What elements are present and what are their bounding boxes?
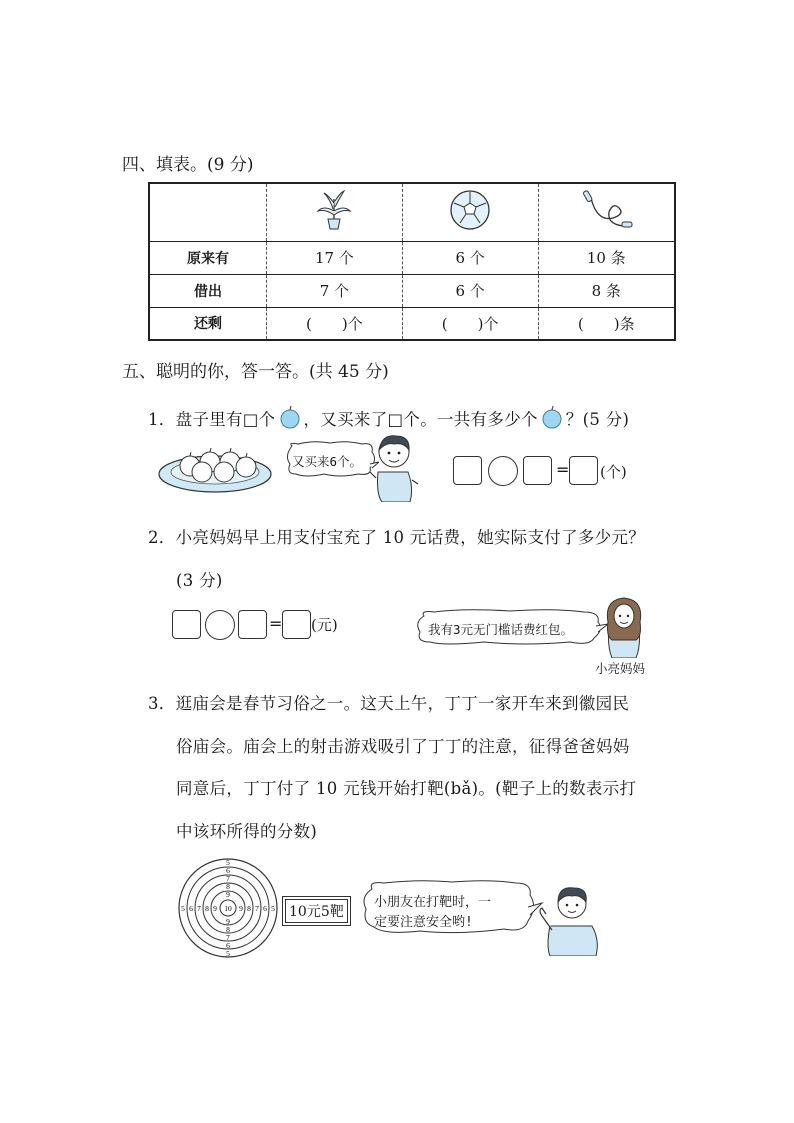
q2-answer-box-result[interactable] [282,610,311,639]
target-ring-label: 9 [239,904,243,913]
q2-text-line2: (3 分) [176,571,223,590]
q1-unit: (个) [600,463,627,481]
q2-speech-bubble [414,608,600,648]
section5-title: 五、聪明的你，答一答。(共 45 分) [122,362,389,382]
target-ring-label: 6 [226,866,230,875]
target-ring-label: 6 [189,904,193,913]
cell-original-ball: 6 个 [402,241,538,274]
target-ring-label: 5 [181,904,185,913]
target-ring-label: 10 [224,904,232,913]
shooting-target [177,857,279,963]
apple-icon [276,405,304,433]
q1-bubble-text: 又买来6个。 [292,454,363,469]
section4-title: 四、填表。(9 分) [122,155,254,175]
target-ring-label: 8 [205,904,209,913]
target-ring-label: 7 [226,874,230,883]
q3-speech-bubble [360,879,540,937]
row-label-original: 原来有 [149,241,267,274]
target-ring-label: 6 [226,941,230,950]
mother-caption: 小亮妈妈 [595,661,646,676]
target-ring-label: 5 [226,858,230,867]
boy-figure [368,432,420,506]
target-ring-label: 9 [213,904,217,913]
q3-text-line1: 3．逛庙会是春节习俗之一。这天上午，丁丁一家开车来到徽园民 [148,694,630,713]
q2-unit: (元) [311,616,338,634]
q1-answer-box-2[interactable] [523,456,552,485]
q3-bubble-line2: 定要注意安全哟! [374,915,473,930]
q2-bubble-text: 我有3元无门槛话费红包。 [428,622,574,637]
target-ring-label: 7 [255,904,259,913]
q3-text-line3: 同意后，丁丁付了 10 元钱开始打靶(bǎ)。(靶子上的数表示打 [176,779,637,798]
q2-answer-box-2[interactable] [238,610,267,639]
target-ring-label: 8 [247,904,251,913]
plant-icon [267,183,403,241]
q1-text-c: ？(5 分) [565,410,630,429]
q1-equals: = [556,460,570,479]
target-ring-label: 5 [271,904,275,913]
q2-answer-box-1[interactable] [172,610,201,639]
apple-icon [538,405,566,433]
target-ring-label: 9 [226,917,230,926]
cell-lent-rope: 8 条 [538,274,675,307]
q2-text-line1: 2．小亮妈妈早上用支付宝充了 10 元话费，她实际支付了多少元？ [148,528,646,547]
fill-table [148,182,676,341]
cell-original-plant: 17 个 [267,241,403,274]
q1-operator-circle[interactable] [488,456,518,486]
cell-remaining-rope[interactable]: ( )条 [538,307,675,340]
q1-text-a: 1．盘子里有□个 [148,410,276,429]
table-corner [149,183,267,241]
q1-speech-bubble [284,440,376,480]
q2-equals: = [269,614,283,633]
cell-original-rope: 10 条 [538,241,675,274]
target-ring-label: 7 [226,933,230,942]
cell-lent-ball: 6 个 [402,274,538,307]
man-figure [534,880,604,960]
q3-bubble-line1: 小朋友在打靶时，一 [374,895,492,910]
q1-answer-box-1[interactable] [453,456,482,485]
q3-text-line2: 俗庙会。庙会上的射击游戏吸引了丁丁的注意，征得爸爸妈妈 [176,737,630,756]
row-label-remaining: 还剩 [149,307,267,340]
target-ring-label: 7 [197,904,201,913]
soccer-ball-icon [402,183,538,241]
q1-text-b: ，又买来了□个。一共有多少个 [303,410,538,429]
target-ring-label: 8 [226,925,230,934]
q1-text [148,405,629,433]
jump-rope-icon [538,183,675,241]
row-label-lent: 借出 [149,274,267,307]
target-ring-label: 5 [226,949,230,958]
plate-of-apples [156,438,274,504]
mother-figure [600,596,648,662]
cell-remaining-ball[interactable]: ( )个 [402,307,538,340]
q1-answer-box-result[interactable] [569,456,598,485]
price-sign: 10元5靶 [285,899,348,923]
target-ring-label: 9 [226,890,230,899]
q3-text-line4: 中该环所得的分数) [176,822,318,841]
q2-operator-circle[interactable] [205,610,235,640]
cell-remaining-plant[interactable]: ( )个 [267,307,403,340]
target-ring-label: 8 [226,882,230,891]
target-ring-label: 6 [263,904,267,913]
cell-lent-plant: 7 个 [267,274,403,307]
